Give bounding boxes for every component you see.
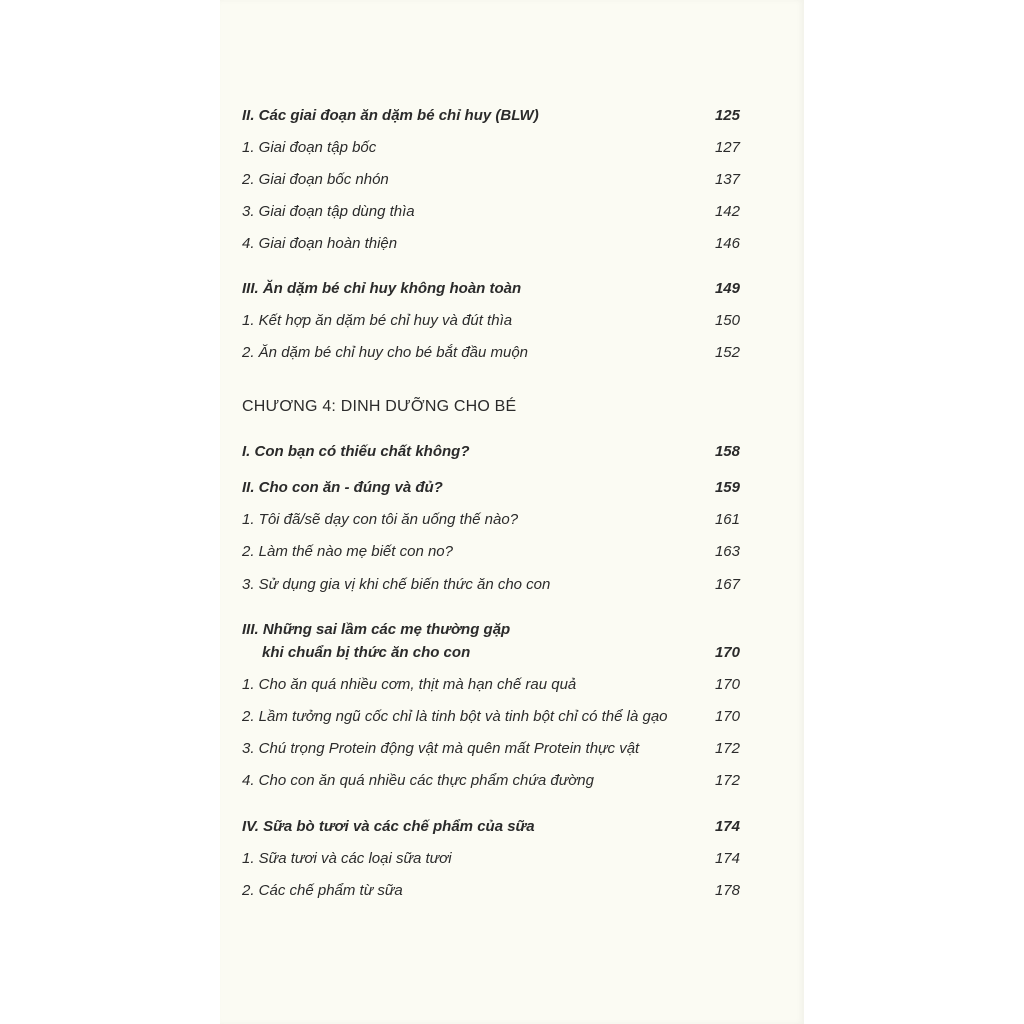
- toc-item-label: 2. Ăn dặm bé chỉ huy cho bé bắt đầu muộn: [242, 344, 529, 361]
- toc-section-label-continuation: khi chuẩn bị thức ăn cho con: [262, 644, 471, 661]
- toc-page-number: 152: [714, 344, 740, 361]
- chapter-title: CHƯƠNG 4: DINH DƯỠNG CHO BÉ: [242, 398, 517, 415]
- toc-page-number: 159: [714, 479, 740, 496]
- toc-section-label: III. Ăn dặm bé chỉ huy không hoàn toàn: [242, 280, 522, 297]
- toc-page-number: 167: [714, 576, 740, 593]
- toc-item: [242, 234, 740, 254]
- toc-item: [242, 575, 740, 595]
- toc-page-number: 142: [714, 203, 740, 220]
- toc-item-label: 1. Giai đoạn tập bốc: [242, 139, 377, 156]
- toc-section-heading: [242, 620, 740, 640]
- toc-item-label: 2. Lầm tưởng ngũ cốc chỉ là tinh bột và tinh bột chỉ có thể là gạo: [242, 708, 668, 725]
- toc-item: [242, 707, 740, 727]
- toc-section-label: IV. Sữa bò tươi và các chế phẩm của sữa: [242, 818, 535, 835]
- toc-item: [242, 881, 740, 901]
- toc-item-label: 4. Cho con ăn quá nhiều các thực phẩm chứa đường: [242, 772, 594, 789]
- toc-item-label: 2. Giai đoạn bốc nhón: [242, 171, 389, 188]
- toc-page-number: 170: [714, 676, 740, 693]
- toc-item-label: 3. Chú trọng Protein động vật mà quên mất Protein thực vật: [242, 740, 640, 757]
- toc-item-label: 2. Làm thế nào mẹ biết con no?: [242, 543, 453, 560]
- toc-page-number: 146: [714, 235, 740, 252]
- toc-section-heading: [242, 106, 740, 126]
- toc-section-heading: [242, 817, 740, 837]
- toc-item: [242, 542, 740, 562]
- toc-section-label: I. Con bạn có thiếu chất không?: [242, 443, 470, 460]
- toc-item: [242, 675, 740, 695]
- toc-page-number: 127: [714, 139, 740, 156]
- toc-item: [242, 138, 740, 158]
- toc-item-label: 1. Cho ăn quá nhiều cơm, thịt mà hạn chế rau quả: [242, 676, 577, 693]
- toc-section-heading: [242, 279, 740, 299]
- toc-item: [242, 343, 740, 363]
- toc-page-number: 161: [714, 511, 740, 528]
- toc-item: [242, 311, 740, 331]
- toc-page-number: 137: [714, 171, 740, 188]
- toc-item-label: 1. Sữa tươi và các loại sữa tươi: [242, 850, 452, 867]
- toc-section-label: III. Những sai lầm các mẹ thường gặp: [242, 621, 511, 638]
- toc-item-label: 2. Các chế phẩm từ sữa: [242, 882, 403, 899]
- toc-section-label: II. Cho con ăn - đúng và đủ?: [242, 479, 443, 496]
- toc-item-label: 4. Giai đoạn hoàn thiện: [242, 235, 398, 252]
- toc-item-label: 1. Tôi đã/sẽ dạy con tôi ăn uống thế nào?: [242, 511, 519, 528]
- toc-page-number: 170: [714, 708, 740, 725]
- toc-section-heading: [242, 442, 740, 462]
- toc-page-number: 150: [714, 312, 740, 329]
- toc-page-number: 170: [714, 644, 740, 661]
- toc-item-label: 3. Giai đoạn tập dùng thìa: [242, 203, 415, 220]
- toc-item: [242, 849, 740, 869]
- toc-page-number: 163: [714, 543, 740, 560]
- toc-item: [242, 739, 740, 759]
- toc-page-number: 172: [714, 772, 740, 789]
- toc-page-number: 178: [714, 882, 740, 899]
- toc-page-number: 172: [714, 740, 740, 757]
- toc-page-number: 174: [714, 818, 740, 835]
- toc-section-label: II. Các giai đoạn ăn dặm bé chỉ huy (BLW): [242, 107, 539, 124]
- toc-item: [242, 170, 740, 190]
- toc-page-number: 125: [714, 107, 740, 124]
- toc-page-number: 158: [714, 443, 740, 460]
- toc-page-number: 174: [714, 850, 740, 867]
- toc-section-heading-continuation: [262, 643, 740, 663]
- toc-item: [242, 202, 740, 222]
- toc-page-number: 149: [714, 280, 740, 297]
- toc-section-heading: [242, 478, 740, 498]
- toc-item-label: 1. Kết hợp ăn dặm bé chỉ huy và đút thìa: [242, 312, 513, 329]
- toc-item-label: 3. Sử dụng gia vị khi chế biến thức ăn cho con: [242, 576, 551, 593]
- toc-item: [242, 510, 740, 530]
- toc-item: [242, 771, 740, 791]
